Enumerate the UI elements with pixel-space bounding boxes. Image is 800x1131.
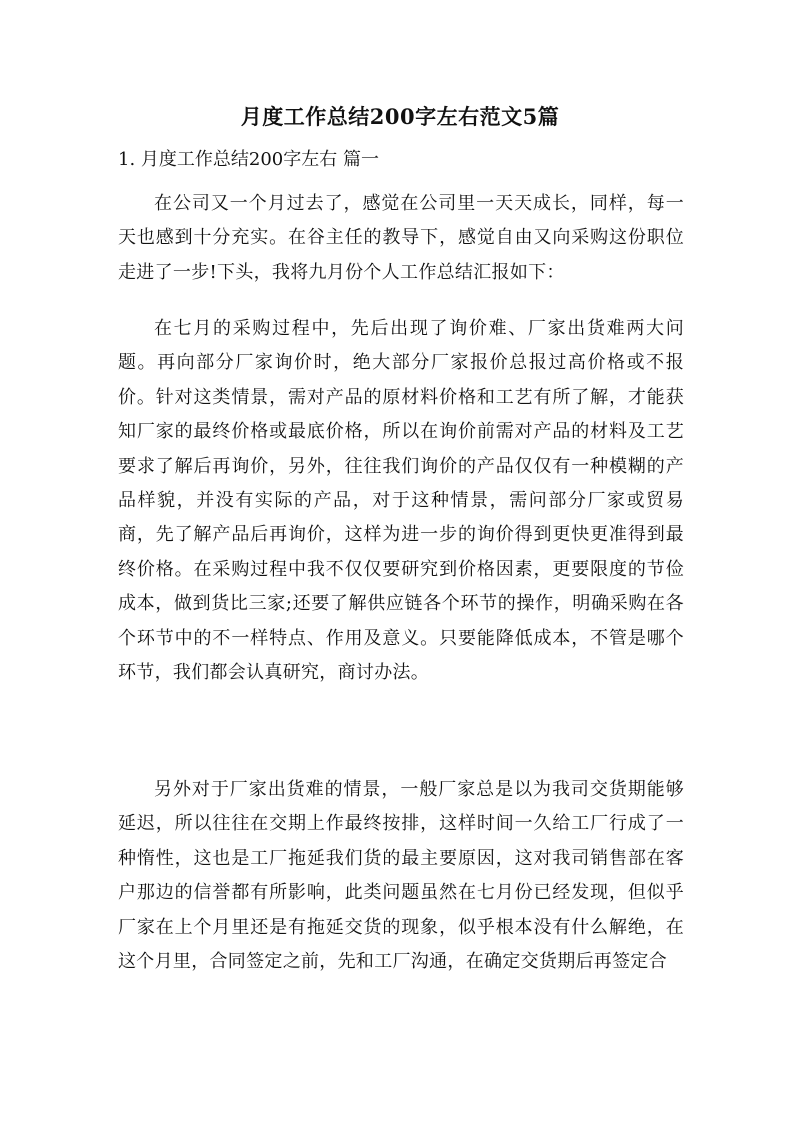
document-title: 月度工作总结200字左右范文5篇 (240, 104, 560, 129)
paragraph-1: 在公司又一个月过去了，感觉在公司里一天天成长，同样，每一天也感到十分充实。在谷主任的教导下，感觉自由又向采购这份职位走进了一步!下头，我将九月份个人工作总结汇报如下： (118, 193, 684, 283)
section-heading: 1. 月度工作总结200字左右 篇一 (118, 149, 379, 170)
paragraph-3: 另外对于厂家出货难的情景，一般厂家总是以为我司交货期能够延迟，所以往往在交期上作最终按排，这样时间一久给工厂行成了一种惰性，这也是工厂拖延我们货的最主要原因，这对我司销售部在客户那边的信誉都有所影响，此类问题虽然在七月份已经发现，但似乎厂家在上个月里还是有拖延交货的现象，似乎根本没有什么解绝，在这个月里，合同签定之前，先和工厂沟通，在确定交货期后再签定合 (118, 779, 684, 973)
paragraph-2: 在七月的采购过程中，先后出现了询价难、厂家出货难两大问题。再向部分厂家询价时，绝大部分厂家报价总报过高价格或不报价。针对这类情景，需对产品的原材料价格和工艺有所了解，才能获知厂家的最终价格或最底价格，所以在询价前需对产品的材料及工艺要求了解后再询价，另外，往往我们询价的产品仅仅有一种模糊的产品样貌，并没有实际的产品，对于这种情景，需问部分厂家或贸易商，先了解产品后再询价，这样为进一步的询价得到更快更准得到最终价格。在采购过程中我不仅仅要研究到价格因素，更要限度的节俭成本，做到货比三家;还要了解供应链各个环节的操作，明确采购在各个环节中的不一样特点、作用及意义。只要能降低成本，不管是哪个环节，我们都会认真研究，商讨办法。 (118, 318, 684, 684)
